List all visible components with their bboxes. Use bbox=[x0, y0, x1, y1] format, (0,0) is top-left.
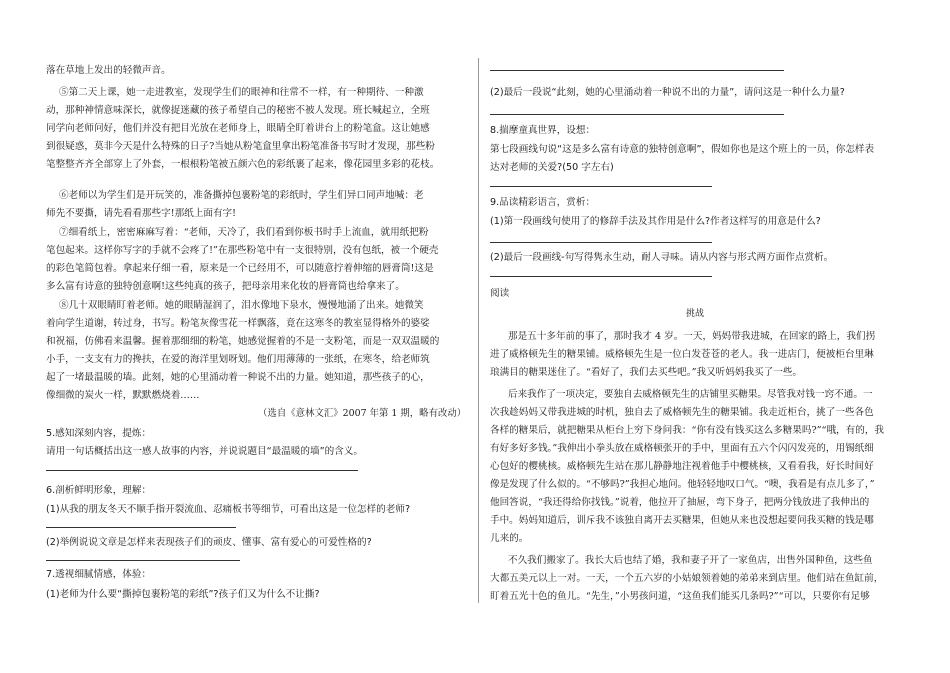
answer-line[interactable] bbox=[490, 242, 712, 243]
question-5-title: 5.感知深刻内容，提炼： bbox=[46, 428, 152, 439]
passage-line: 的彩色笔简包着。拿起来仔细一看，原来是一个已经用不，可以随意拧着伸缩的唇膏筒!这是 bbox=[46, 263, 434, 274]
passage-line: 着向学生道谢，转过身，书写。粉笔灰像雪花一样飘落，竟在这寒冬的教室显得格外的婆娑 bbox=[46, 318, 430, 329]
passage-line: 像细微的炭火一样，默默燃烧着…… bbox=[46, 390, 200, 401]
article-line: 儿来的。 bbox=[490, 533, 529, 544]
question-7-title: 7.透视细腻情感，体验： bbox=[46, 569, 152, 580]
article-line: 那是五十多年前的事了，那时我才 4 岁。一天，妈妈带我进城，在回家的路上，我们拐 bbox=[508, 331, 876, 342]
passage-line: 到很疑惑，莫非今天是什么特殊的日子?当她从粉笔盒里拿出粉笔准备书写时才发现，那些粉 bbox=[46, 141, 435, 152]
question-9-2: (2)最后一段画线-句写得隽永生动，耐人寻味。请从内容与形式两方面作点赏析。 bbox=[490, 252, 834, 263]
article-line: 琅满目的糖果迷住了。“看好了，我们去买些吧。”我又听妈妈我买了一些。 bbox=[490, 367, 803, 378]
article-line: 有好多好多钱。”我伸出小拳头放在威格顿张开的手中，里面有五六个闪闪发亮的，用锡纸细 bbox=[490, 443, 874, 454]
article-line: 后来我作了一项决定，要独自去威格顿先生的店铺里买糖果。尽管我对钱一窍不通。一 bbox=[508, 389, 873, 400]
passage-line: 同学向老师问好，他们并没有把目光放在老师身上，眼睛全盯着讲台上的粉笔盒。这让她感 bbox=[46, 123, 430, 134]
passage-line: 动，那种神情意味深长，就像捉迷藏的孩子希望自己的秘密不被人发现。班长喊起立，全班 bbox=[46, 105, 430, 116]
passage-line: ⑧几十双眼睛盯着老师。她的眼睛湿润了，泪水像地下泉水，慢慢地涌了出来。她微笑 bbox=[59, 300, 424, 311]
passage-line: ⑥老师以为学生们是开玩笑的，准备撕掉包裹粉笔的彩纸时，学生们异口同声地喊：老 bbox=[59, 190, 424, 201]
source-citation: （选自《意林文汇》2007 年第 1 期，略有改动） bbox=[258, 408, 467, 419]
article-line: 他回答说，“我还得给你找钱。”说着，他拉开了抽屉，弯下身子，把两分钱放进了我伸出的 bbox=[490, 497, 870, 508]
question-9-title: 9.品读精彩语言，赏析： bbox=[490, 197, 596, 208]
question-8-text: 第七段画线句说“这是多么富有诗意的独特创意啊”，假如你也是这个班上的一员，你怎样表 bbox=[490, 144, 875, 155]
passage-line: 起了一堵最温暖的墙。此刻，她的心里涌动着一种说不出的力量。她知道，那些孩子的心， bbox=[46, 372, 430, 383]
passage-line: 和祝福，仿佛看来温馨。握着那细细的粉笔，她感觉握着的不是一支粉笔，而是一双双温暖的 bbox=[46, 336, 440, 347]
question-7-1: (1)老师为什么要“撕掉包裹粉笔的彩纸”?孩子们又为什么不让撕? bbox=[46, 589, 320, 600]
article-line: 大都五美元以上一对。一天，一个五六岁的小姑娘领着她的弟弟来到店里。他们站在鱼缸前， bbox=[490, 573, 884, 584]
answer-line[interactable] bbox=[490, 114, 784, 115]
passage-line: 师先不要撕，请先看看那些字!那纸上面有字! bbox=[46, 208, 236, 219]
article-line: 像是发现了什么似的。“不够吗?”我担心地问。他轻轻地叹口气。“噢，我看是有点儿多了，” bbox=[490, 479, 875, 490]
passage-line: 笔包起来。这样你写字的手就不会疼了!”在那些粉笔中有一支很特别，没有包纸，被一个硬壳 bbox=[46, 245, 439, 256]
article-line: 各样的糖果后，就把糖果从柜台上穷下身问我：“你有没有钱买这么多糖果吗?”“哦，有的，我 bbox=[490, 425, 885, 436]
answer-line[interactable] bbox=[490, 186, 712, 187]
question-6-1: (1)从我的朋友冬天不顺手指开裂流血、忍痛板书等细节，可看出这是一位怎样的老师? bbox=[46, 504, 411, 515]
passage-line: ⑦细看纸上，密密麻麻写着：“老师，天冷了，我们看到你板书时手上流血，就用纸把粉 bbox=[59, 227, 429, 238]
answer-line[interactable] bbox=[46, 527, 236, 528]
passage-line: 小手，一支支有力的搀扶，在爱的海洋里划呀划。他们用薄薄的一张纸，在寒冬，给老师筑 bbox=[46, 354, 430, 365]
passage-line: 多么富有诗意的独特创意啊!这些纯真的孩子，把母亲用来化妆的唇膏筒也给拿来了。 bbox=[46, 281, 405, 292]
passage-line: ⑤第二天上课，她一走进教室，发现学生们的眼神和往常不一样，有一种期待、一种激 bbox=[59, 87, 424, 98]
article-line: 进了威格顿先生的糖果铺。威格顿先生是一位白发苍苍的老人。我一进店门，便被柜台里琳 bbox=[490, 349, 874, 360]
answer-line[interactable] bbox=[490, 70, 784, 71]
answer-line[interactable] bbox=[490, 276, 712, 277]
passage-line: 笔整整齐齐全部穿上了外套，一根根粉笔被五颜六色的彩纸裹了起来，像花园里多彩的花枝。 bbox=[46, 159, 440, 170]
answer-line[interactable] bbox=[46, 470, 358, 471]
question-9-1: (1)第一段画线句使用了的修辞手法及其作用是什么?作者这样写的用意是什么? bbox=[490, 216, 821, 227]
reading-label: 阅读 bbox=[490, 288, 510, 299]
article-title: 挑战 bbox=[686, 309, 705, 319]
article-line: 手中。妈妈知道后，训斥我不该独自离开去买糖果，但她从来也没想起要问我买糖的钱是哪 bbox=[490, 515, 874, 526]
article-line: 盯着五光十色的鱼儿。“先生，”小男孩问道，“这鱼我们能买几条吗?”“可以，只要你有足够 bbox=[490, 591, 870, 602]
question-7-2: (2)最后一段说“此刻，她的心里涌动着一种说不出的力量”，请问这是一种什么力量? bbox=[490, 87, 845, 98]
answer-line[interactable] bbox=[46, 560, 240, 561]
question-8-title: 8.揣摩童真世界，设想： bbox=[490, 125, 596, 136]
column-divider bbox=[478, 58, 479, 603]
question-6-2: (2)举例说说文章是怎样来表现孩子们的顽皮、懂事、富有爱心的可爱性格的? bbox=[46, 537, 372, 548]
article-line: 不久我们搬家了。我长大后也结了婚，我和妻子开了一家鱼店，出售外国种鱼，这些鱼 bbox=[508, 555, 873, 566]
question-5-text: 请用一句话概括出这一感人故事的内容，并说说题目“最温暖的墙”的含义。 bbox=[46, 446, 363, 457]
question-6-title: 6.剖析鲜明形象，理解： bbox=[46, 485, 152, 496]
question-8-text: 达对老师的关爱?(50 字左右) bbox=[490, 162, 614, 173]
article-line: 次我趁妈妈又带我进城的时机，独自去了威格顿先生的糖果铺。我走近柜台，挑了一些各色 bbox=[490, 407, 874, 418]
passage-line: 落在草地上发出的轻微声音。 bbox=[46, 65, 171, 76]
article-line: 心包好的樱桃核。威格顿先生站在那儿静静地注视着他手中樱桃核，又看看我，好长时间好 bbox=[490, 461, 874, 472]
